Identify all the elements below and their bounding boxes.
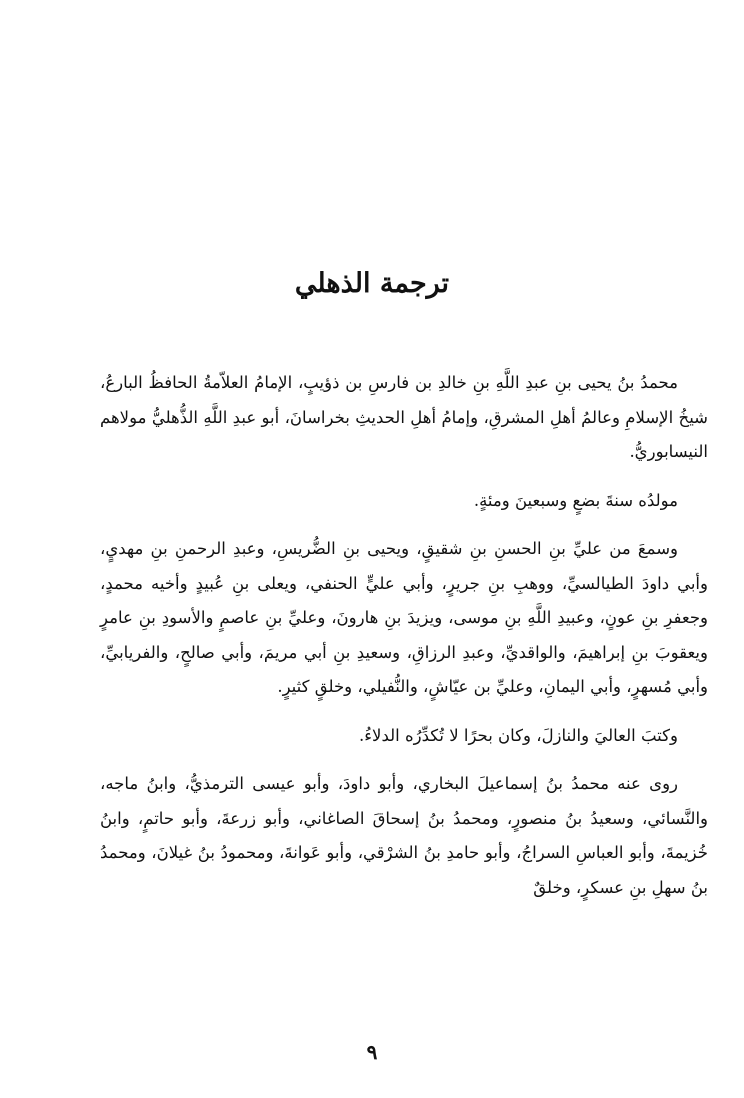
body-text	[100, 366, 708, 919]
paragraph-students: روى عنه محمدُ بنُ إسماعيلَ البخاري، وأبو داودَ، وأبو عيسى الترمذيُّ، وابنُ ماجه، والنَّسائي، وسعيدُ بنُ منصورٍ، ومحمدُ بنُ إسحاقَ الصاغاني، وأبو زرعةَ، وأبو حاتمٍ، وابنُ خُزيمةَ، وأبو العباسِ السراجُ، وأبو حامدِ بنُ الشرْقي، وأبو عَوانةَ، ومحمودُ بنُ غيلانَ، ومحمدُ بنُ سهلِ بنِ عسكرٍ، وخلقٌ	[100, 774, 708, 897]
chapter-title: ترجمة الذهلي	[294, 268, 450, 299]
paragraph-birth: مولدُه سنةَ بضعٍ وسبعينَ ومئةٍ.	[473, 490, 678, 510]
paragraph-writing: وكتبَ العاليَ والنازلَ، وكان بحرًا لا تُكدِّرُه الدلاءُ.	[359, 725, 678, 745]
page-number: ٩	[366, 1040, 378, 1064]
paragraph-biography: محمدُ بنُ يحيى بنِ عبدِ اللَّهِ بنِ خالدِ بن فارسِ بن ذؤيبٍ، الإمامُ العلاّمةُ الحافظُ البارعُ، شيخُ الإسلامِ وعالمُ أهلِ المشرقِ، وإمامُ أهلِ الحديثِ بخراسانَ، أبو عبدِ اللَّهِ الذُّهليُّ مولاهم النيسابوريُّ.	[100, 373, 708, 461]
paragraph-teachers: وسمعَ من عليِّ بنِ الحسنِ بنِ شقيقٍ، ويحيى بنِ الضُّريسِ، وعبدِ الرحمنِ بنِ مهديٍ، وأبي داودَ الطيالسيِّ، ووهبِ بنِ جريرٍ، وأبي عليٍّ الحنفي، ويعلى بنِ عُبيدٍ وأخيه محمدٍ، وجعفرِ بنِ عونٍ، وعبيدِ اللَّهِ بنِ موسى، ويزيدَ بنِ هارونَ، وعليِّ بنِ عاصمٍ والأسودِ بنِ عامرٍ ويعقوبَ بنِ إبراهيمَ، والواقديِّ، وعبدِ الرزاقِ، وسعيدِ بنِ أبي مريمَ، وأبي صالحٍ، والفريابيِّ، وأبي مُسهرٍ، وأبي اليمانِ، وعليِّ بن عيّاشٍ، والنُّفيلي، وخلقٍ كثيرٍ.	[100, 539, 708, 696]
